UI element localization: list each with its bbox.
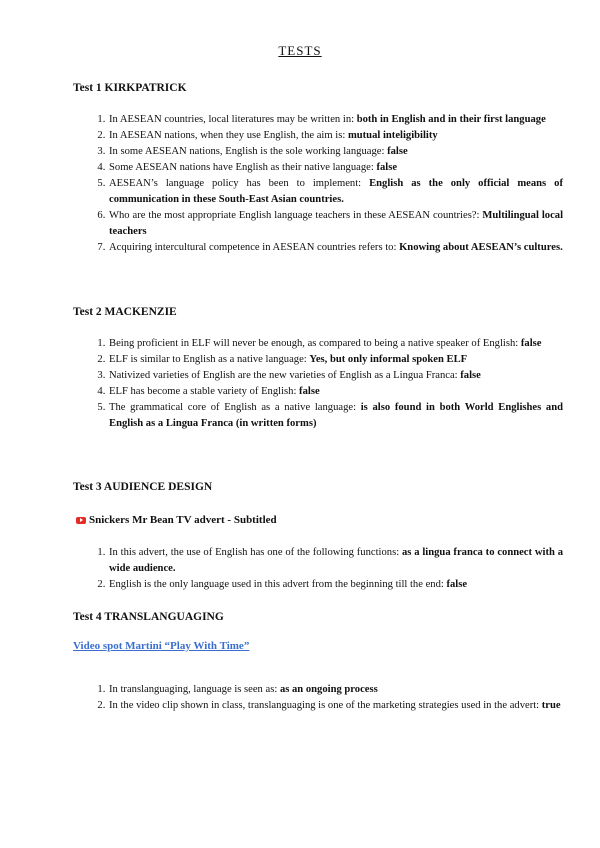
answer-text: false bbox=[520, 338, 542, 349]
test2-heading: Test 2 MACKENZIE bbox=[73, 306, 177, 318]
question-text: ELF is similar to English as a native language: bbox=[109, 354, 310, 365]
list-item bbox=[108, 336, 563, 352]
list-item bbox=[108, 400, 563, 432]
question-text: In some AESEAN nations, English is the sole working language: bbox=[109, 146, 388, 157]
question-text: English is the only language used in this advert from the beginning till the end: bbox=[109, 579, 447, 590]
answer-text: as an ongoing process bbox=[279, 684, 378, 695]
question-text: In AESEAN countries, local literatures may be written in: bbox=[109, 114, 357, 125]
question-text: Acquiring intercultural competence in AESEAN countries refers to: bbox=[109, 242, 400, 253]
youtube-play-icon bbox=[76, 517, 86, 524]
answer-text: both in English and in their first language bbox=[356, 114, 546, 125]
test2-list bbox=[73, 336, 563, 432]
list-item bbox=[108, 352, 563, 368]
question-text: ELF has become a stable variety of English: bbox=[109, 386, 300, 397]
test1-list bbox=[73, 112, 563, 256]
page-title: TESTS bbox=[278, 43, 322, 58]
answer-text: as a lingua franca to connect with a wide audience. bbox=[109, 547, 564, 574]
question-text: In translanguaging, language is seen as: bbox=[109, 684, 280, 695]
list-item bbox=[108, 160, 563, 176]
question-text: In AESEAN nations, when they use English, the aim is: bbox=[109, 130, 348, 141]
question-text: In the video clip shown in class, translanguaging is one of the marketing strategies used in the advert: bbox=[109, 700, 542, 711]
list-item bbox=[108, 144, 563, 160]
list-item bbox=[108, 577, 563, 593]
video-label: Snickers Mr Bean TV advert - Subtitled bbox=[89, 514, 277, 526]
list-item bbox=[108, 240, 563, 256]
question-text: The grammatical core of English as a native language: bbox=[109, 402, 361, 413]
answer-text: Multilingual local teachers bbox=[109, 210, 564, 237]
test3-heading: Test 3 AUDIENCE DESIGN bbox=[73, 481, 213, 493]
list-item bbox=[108, 384, 563, 400]
youtube-video-chip[interactable] bbox=[76, 514, 277, 526]
answer-text: false bbox=[460, 370, 481, 381]
answer-text: true bbox=[541, 700, 561, 711]
list-item bbox=[108, 682, 563, 698]
list-item bbox=[108, 176, 563, 208]
question-text: AESEAN’s language policy has been to implement: bbox=[109, 178, 370, 189]
list-item bbox=[108, 208, 563, 240]
list-item bbox=[108, 128, 563, 144]
answer-text: mutual inteligibility bbox=[347, 130, 438, 141]
test3-list bbox=[73, 545, 563, 593]
answer-text: Knowing about AESEAN’s cultures. bbox=[399, 242, 563, 253]
list-item bbox=[108, 545, 563, 577]
list-item bbox=[108, 368, 563, 384]
test4-list bbox=[73, 682, 563, 714]
question-text: Nativized varieties of English are the new varieties of English as a Lingua Franca: bbox=[109, 370, 461, 381]
question-text: Who are the most appropriate English language teachers in these AESEAN countries?: bbox=[109, 210, 483, 221]
answer-text: false bbox=[376, 162, 398, 173]
video-link[interactable]: Video spot Martini “Play With Time” bbox=[73, 640, 250, 652]
list-item bbox=[108, 112, 563, 128]
answer-text: English as the only official means of communication in these South-East Asian countries. bbox=[109, 178, 563, 205]
question-text: Being proficient in ELF will never be enough, as compared to being a native speaker of English: bbox=[109, 338, 521, 349]
test1-heading: Test 1 KIRKPATRICK bbox=[73, 82, 187, 94]
answer-text: Yes, but only informal spoken ELF bbox=[309, 354, 468, 365]
question-text: In this advert, the use of English has one of the following functions: bbox=[109, 547, 402, 558]
question-text: Some AESEAN nations have English as their native language: bbox=[109, 162, 377, 173]
test4-heading: Test 4 TRANSLANGUAGING bbox=[73, 611, 224, 623]
answer-text: false bbox=[299, 386, 320, 397]
list-item bbox=[108, 698, 563, 714]
answer-text: is also found in both World Englishes and English as a Lingua Franca (in written forms) bbox=[109, 402, 564, 429]
answer-text: false bbox=[387, 146, 408, 157]
answer-text: false bbox=[446, 579, 468, 590]
